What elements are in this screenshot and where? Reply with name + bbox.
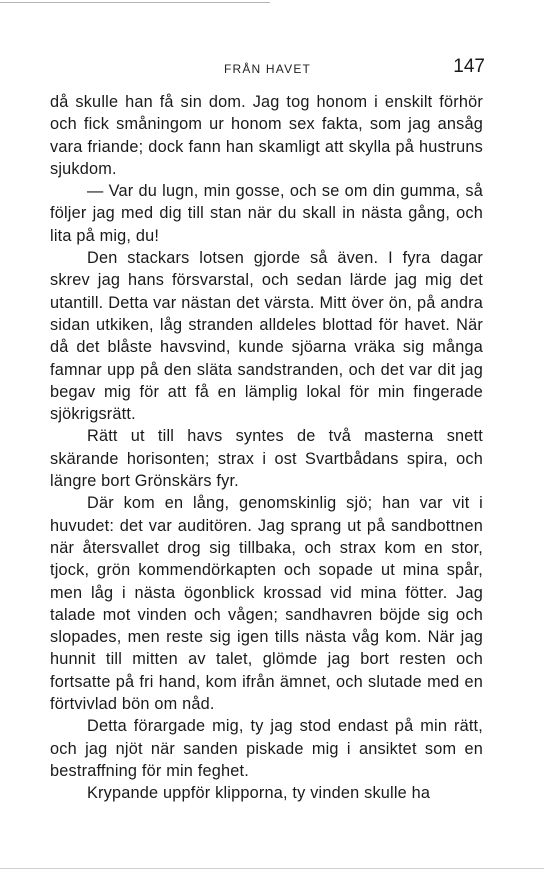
top-edge-rule	[0, 2, 270, 3]
paragraph: Den stackars lotsen gjorde så även. I fyra dagar skrev jag hans försvarstal, och sedan lärde jag mig det utantill. Detta var nästan det värsta. Mitt över ön, på andra sidan utkiken, låg stranden alldeles blottad för havet. När då det blåste havsvind, kunde sjöarna vräka sig många famnar upp på den släta sandstranden, och det var dit jag begav mig för att få en lämplig lokal för min fingerade sjökrigsrätt.	[50, 249, 483, 424]
paragraph-last: Krypande uppför klipporna, ty vinden skulle ha	[87, 784, 431, 803]
page-number: 147	[453, 56, 485, 77]
paragraph-continued: då skulle han få sin dom. Jag tog honom i enskilt förhör och fick småningom ur honom sex fakta, som jag ansåg vara friande; dock fann han skamligt att skylla på hustruns sjukdom.	[50, 93, 483, 178]
running-head: FRÅN HAVET	[223, 62, 312, 76]
body-text	[50, 91, 483, 805]
bottom-edge-rule	[0, 868, 544, 869]
paragraph: Där kom en lång, genomskinlig sjö; han var vit i huvudet: det var auditören. Jag sprang ut på sandbottnen när återsvallet drog sig tillbaka, och strax kom en stor, tjock, grön kommendörkapten och sopade ut mina spår, men låg i nästa ögonblick krossad vid mina fötter. Jag talade mot vinden och vågen; sandhavren böjde sig och slopades, men reste sig igen tills nästa våg kom. När jag hunnit till mitten av talet, glömde jag bort resten och fortsatte på fri hand, kom ifrån ämnet, och slutade med en förtvivlad bön om nåd.	[50, 494, 483, 714]
paragraph: Rätt ut till havs syntes de två masterna snett skärande horisonten; strax i ost Svartbådans spira, och längre bort Grönskärs fyr.	[50, 427, 483, 491]
paragraph: — Var du lugn, min gosse, och se om din gumma, så följer jag med dig till stan när du skall in nästa gång, och lita på mig, du!	[50, 182, 483, 245]
paragraph: Detta förargade mig, ty jag stod endast på min rätt, och jag njöt när sanden piskade mig i ansiktet som en bestraffning för min feghet.	[50, 717, 483, 780]
page-header	[50, 56, 485, 84]
